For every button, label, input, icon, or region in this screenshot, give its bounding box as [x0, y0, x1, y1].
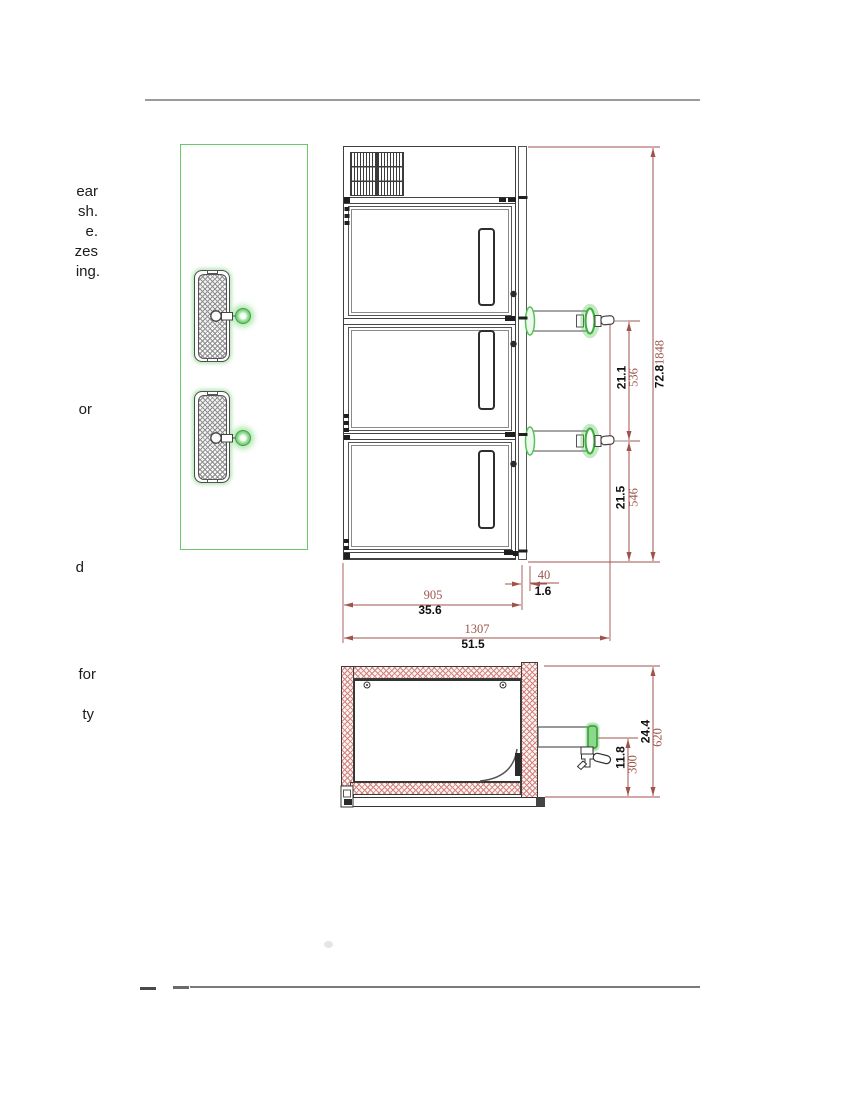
text-fragment: for — [78, 666, 96, 683]
tray-tab-top — [207, 391, 218, 395]
divider-band-2 — [344, 318, 515, 325]
section-right-wall — [521, 662, 538, 805]
door-1-handle — [478, 228, 495, 306]
cabinet-side-strip — [518, 146, 527, 560]
tap-tower-front-1 — [526, 306, 629, 337]
dim-section-height-mm: 620 — [650, 727, 665, 747]
tray-tab-bottom — [207, 358, 218, 362]
dim-overall-width-in: 51.5 — [461, 637, 485, 651]
section-bottom-slab — [350, 782, 521, 795]
door-3-handle — [478, 450, 495, 529]
page-bottom-border — [190, 986, 700, 988]
tap-tower-top-icon — [235, 430, 251, 446]
dim-tap-to-base-mm: 546 — [626, 487, 641, 507]
tap-tower-top-icon — [235, 308, 251, 324]
dim-height-in: 72.8 — [652, 364, 667, 389]
divider-band-bottom — [344, 552, 515, 559]
dim-tap-height-in: 11.8 — [613, 745, 628, 769]
dim-body-width-mm: 905 — [423, 588, 443, 602]
tap-tower-front-2 — [526, 426, 629, 457]
dim-overall-width-mm: 1307 — [464, 622, 490, 636]
page-bottom-dash-1 — [140, 987, 156, 990]
section-cavity — [354, 679, 521, 782]
dim-tap-to-base-in: 21.5 — [613, 485, 628, 509]
tray-tab-bottom — [207, 479, 218, 483]
text-fragment: sh. — [77, 203, 98, 220]
section-top-wall — [341, 666, 522, 679]
dim-tap-spacing-mm: 536 — [626, 367, 641, 387]
text-fragment: or — [78, 401, 92, 418]
tower-highlight — [242, 437, 246, 441]
dim-height-mm: 1848 — [652, 340, 667, 365]
door-2-handle — [478, 330, 495, 410]
dim-offset-in: 1.6 — [534, 584, 552, 598]
dim-offset-mm: 40 — [537, 568, 551, 582]
section-door-panel — [346, 797, 545, 807]
text-fragment: zes — [74, 243, 98, 260]
section-left-wall — [341, 666, 354, 797]
drip-tray-1 — [194, 270, 230, 362]
text-fragment: ear — [76, 183, 98, 200]
page-bottom-dash-2 — [173, 986, 189, 989]
tower-highlight — [242, 315, 246, 319]
drip-tray-grate — [198, 395, 227, 480]
vent-grille-divider — [376, 152, 378, 196]
drip-tray-2 — [194, 391, 230, 483]
scan-smudge — [324, 941, 333, 948]
text-fragment: ty — [82, 706, 94, 723]
dim-body-width-in: 35.6 — [418, 603, 442, 617]
dim-tap-height-mm: 300 — [625, 754, 640, 774]
tap-tower-section — [538, 724, 611, 770]
drip-tray-grate — [198, 274, 227, 359]
text-fragment: d — [75, 559, 84, 576]
divider-band-3 — [344, 433, 515, 440]
tray-tab-top — [207, 270, 218, 274]
text-fragment: ing. — [75, 263, 100, 280]
text-fragment: e. — [85, 223, 98, 240]
page-top-border — [145, 99, 700, 101]
divider-band-top — [344, 197, 515, 204]
dim-section-height-in: 24.4 — [638, 719, 653, 743]
dim-tap-spacing-in: 21.1 — [614, 365, 629, 389]
